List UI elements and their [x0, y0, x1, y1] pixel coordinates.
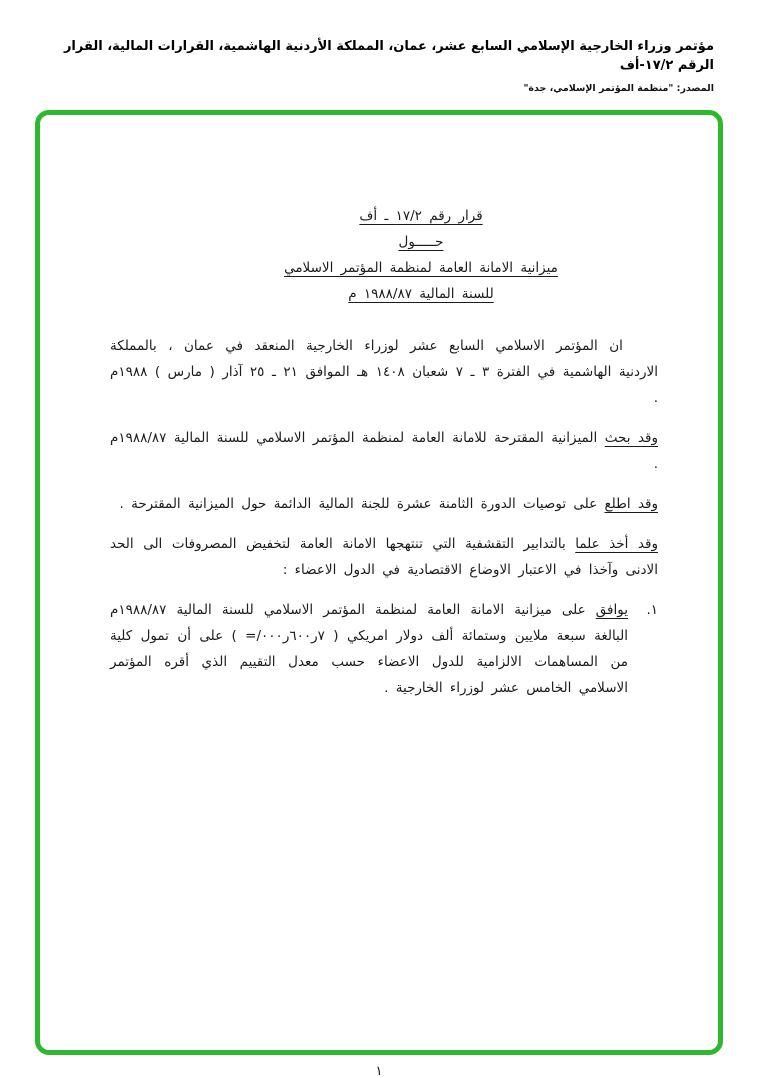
- paragraph-text: ان المؤتمر الاسلامي السابع عشر لوزراء الخارجية المنعقد في عمان ، بالمملكة الاردنية الهاشمية في الفترة ٣ ـ ٧ شعبان ١٤٠٨ هـ الموافق ٢١ ـ ٢٥ آذار ( مارس ) ١٩٨٨م .: [110, 337, 658, 406]
- resolution-body: [40, 115, 718, 701]
- header-citation-title: مؤتمر وزراء الخارجية الإسلامي السابع عشر، عمان، المملكة الأردنية الهاشمية، القرارات المالية، القرار الرقم ١٧/٢-أف: [63, 39, 714, 73]
- noted-paragraph: [110, 531, 658, 583]
- item-number: ١.: [646, 601, 658, 618]
- preamble-paragraph: [110, 333, 658, 411]
- paragraph-text: بالتدابير التقشفية التي تنتهجها الامانة العامة لتخفيض المصروفات الى الحد الادنى وآخذا في الاعتبار الاوضاع الاقتصادية في الدول الاعضاء :: [110, 535, 658, 578]
- green-border-frame: [35, 110, 723, 1055]
- paragraph-lead: وقد أخذ علما: [575, 535, 658, 552]
- page-number: ١: [375, 1063, 383, 1078]
- paragraph-text: على توصيات الدورة الثامنة عشرة للجنة المالية الدائمة حول الميزانية المقترحة .: [119, 495, 605, 512]
- resolution-title-line-4: للسنة المالية ١٩٨٨/٨٧ م: [348, 285, 494, 302]
- document-header: [0, 0, 758, 94]
- paragraph-text: الميزانية المقترحة للامانة العامة لمنظمة المؤتمر الاسلامي للسنة المالية ١٩٨٨/٨٧م .: [110, 429, 658, 472]
- resolution-title-block: [147, 203, 695, 307]
- paragraph-lead: وقد اطلع: [604, 495, 658, 512]
- resolution-title-line-1: قرار رقم ١٧/٢ ـ أف: [359, 207, 483, 224]
- item-lead: يوافق: [595, 601, 628, 618]
- resolution-title-line-3: ميزانية الامانة العامة لمنظمة المؤتمر الاسلامي: [284, 259, 558, 276]
- resolution-title-line-2: حـــــول: [398, 233, 444, 250]
- header-source-line: المصدر: "منظمة المؤتمر الإسلامي، جدة": [523, 82, 714, 94]
- item-text-block: [110, 597, 628, 701]
- reviewed-paragraph: [110, 491, 658, 517]
- resolution-item-1: [110, 597, 658, 701]
- item-text: على ميزانية الامانة العامة لمنظمة المؤتمر الاسلامي للسنة المالية ١٩٨٨/٨٧م البالغة سبعة ملايين وستمائة ألف دولار امريكي ( ٧ر٦٠٠ر٠٠٠/= ) على أن تمول كلية من المساهمات الالزامية للدول الاعضاء حسب معدل التقييم الذي أقره المؤتمر الاسلامي الخامس عشر لوزراء الخارجية .: [110, 601, 628, 696]
- considered-paragraph: [110, 425, 658, 477]
- paragraph-lead: وقد بحث: [604, 429, 659, 446]
